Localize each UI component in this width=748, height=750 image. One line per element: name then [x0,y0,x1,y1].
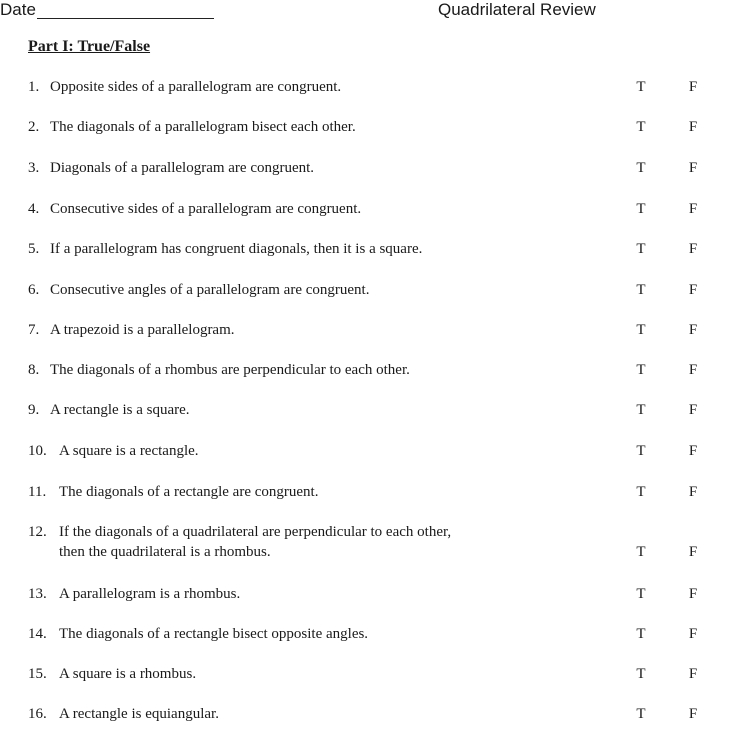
true-option[interactable]: T [636,362,646,378]
false-option[interactable]: F [688,586,698,602]
question-text: Diagonals of a parallelogram are congruent. [50,160,315,176]
question-text: The diagonals of a parallelogram bisect each other. [50,119,356,135]
question-text: If the diagonals of a quadrilateral are perpendicular to each other, [59,524,452,540]
false-option[interactable]: F [688,484,698,500]
question-text: Consecutive sides of a parallelogram are congruent. [50,201,362,217]
question-text: A parallelogram is a rhombus. [59,586,241,602]
question-text: The diagonals of a rhombus are perpendicular to each other. [50,362,410,378]
true-option[interactable]: T [636,79,646,95]
question-text: A square is a rhombus. [59,666,197,682]
false-option[interactable]: F [688,119,698,135]
true-option[interactable]: T [636,443,646,459]
question-number: 11. [28,484,47,500]
question-text: A square is a rectangle. [59,443,199,459]
question-row [0,706,748,728]
question-number: 12. [28,524,47,540]
true-option[interactable]: T [636,241,646,257]
true-option[interactable]: T [636,160,646,176]
false-option[interactable]: F [688,201,698,217]
question-number: 6. [28,282,40,298]
question-number: 7. [28,322,40,338]
false-option[interactable]: F [688,241,698,257]
false-option[interactable]: F [688,706,698,722]
question-row [0,402,748,424]
question-number: 2. [28,119,40,135]
question-text: A trapezoid is a parallelogram. [50,322,235,338]
question-number: 8. [28,362,40,378]
question-text: The diagonals of a rectangle bisect opposite angles. [59,626,369,642]
section-title: Part I: True/False [28,38,151,55]
false-option[interactable]: F [688,362,698,378]
question-number: 1. [28,79,40,95]
date-blank-line [37,18,214,19]
true-option[interactable]: T [636,282,646,298]
cut-off-next-line [0,742,748,750]
question-row [0,241,748,263]
question-row [0,119,748,141]
question-text: A rectangle is a square. [50,402,190,418]
question-text-line2: then the quadrilateral is a rhombus. [59,544,271,560]
date-label: Date [0,0,36,19]
true-option[interactable]: T [636,706,646,722]
question-number: 10. [28,443,47,459]
question-text: The diagonals of a rectangle are congruent. [59,484,319,500]
false-option[interactable]: F [688,282,698,298]
question-number: 14. [28,626,47,642]
true-option[interactable]: T [636,201,646,217]
question-row [0,322,748,344]
true-option[interactable]: T [636,402,646,418]
false-option[interactable]: F [688,544,698,560]
question-number: 13. [28,586,47,602]
question-row [0,282,748,304]
false-option[interactable]: F [688,79,698,95]
question-row [0,201,748,223]
question-number: 3. [28,160,40,176]
false-option[interactable]: F [688,322,698,338]
question-row [0,666,748,688]
question-row [0,586,748,608]
true-option[interactable]: T [636,484,646,500]
question-number: 15. [28,666,47,682]
true-option[interactable]: T [636,322,646,338]
false-option[interactable]: F [688,402,698,418]
question-row [0,160,748,182]
true-option[interactable]: T [636,626,646,642]
question-number: 9. [28,402,40,418]
question-number: 4. [28,201,40,217]
false-option[interactable]: F [688,160,698,176]
question-row [0,362,748,384]
true-option[interactable]: T [636,119,646,135]
false-option[interactable]: F [688,443,698,459]
question-row [0,484,748,506]
question-text: Consecutive angles of a parallelogram are congruent. [50,282,370,298]
true-option[interactable]: T [636,666,646,682]
question-text: If a parallelogram has congruent diagonals, then it is a square. [50,241,423,257]
worksheet-title: Quadrilateral Review [438,0,596,19]
question-number: 5. [28,241,40,257]
worksheet-header [0,0,748,24]
question-text: A rectangle is equiangular. [59,706,219,722]
false-option[interactable]: F [688,626,698,642]
false-option[interactable]: F [688,666,698,682]
question-row [0,626,748,648]
question-row [0,443,748,465]
question-row [0,79,748,101]
question-text: Opposite sides of a parallelogram are congruent. [50,79,342,95]
question-row [0,524,748,560]
question-number: 16. [28,706,47,722]
true-option[interactable]: T [636,544,646,560]
true-option[interactable]: T [636,586,646,602]
